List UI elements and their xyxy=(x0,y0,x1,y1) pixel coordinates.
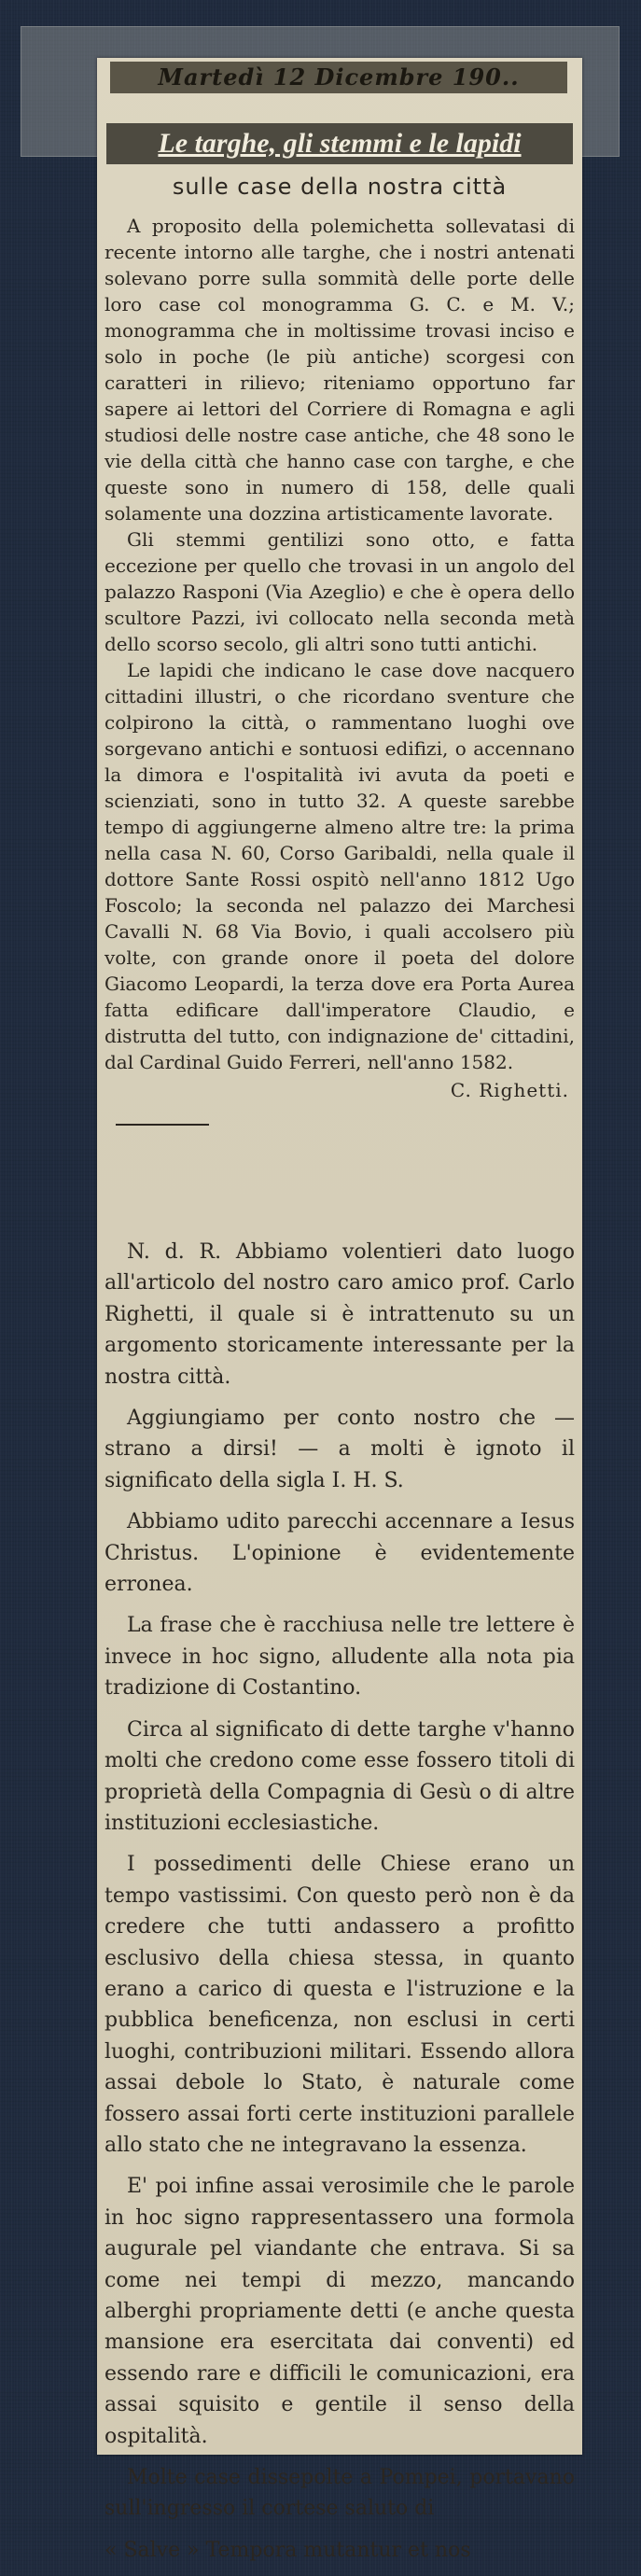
note-paragraph: « Salve » Tempora mutantur et nos xyxy=(105,2538,471,2562)
newspaper-clipping xyxy=(97,58,582,2562)
article-paragraph: A proposito della polemichetta sollevatasi di recente intorno alle targhe, che i nostri antenati solevano porre sulla sommità delle porte delle loro case col monogramma G. C. e M. V.; monogramma che in moltissime trovasi inciso e solo in poche (le più antiche) scorgesi con caratteri in rilievo; riteniamo opportuno far sapere ai lettori del Corriere di Romagna e agli studiosi delle nostre case antiche, che 48 sono le vie della città che hanno case con targhe, e che queste sono in numero di 158, delle quali solamente una dozzina artisticamente lavorate. xyxy=(105,215,575,525)
author-signature: C. Righetti. xyxy=(450,1079,569,1101)
note-paragraph: I possedimenti delle Chiese erano un tempo vastissimi. Con questo però non è da credere che tutti andassero a profitto esclusivo della chiesa stessa, in quanto erano a carico di questa e l'istruzione e la pubblica beneficenza, non esclusi in certi luoghi, contribuzioni militari. Essendo allora assai debole lo Stato, è naturale come fossero assai forti certe instituzioni parallele allo stato che ne integravano la essenza. xyxy=(105,1853,575,2157)
headline: Le targhe, gli stemmi e le lapidi xyxy=(106,123,573,164)
article-paragraph: Le lapidi che indicano le case dove nacquero cittadini illustri, o che ricordano sventure che colpirono la città, o rammentano luoghi ove sorgevano antichi e sontuosi edifizi, o accennano la dimora e l'ospitalità ivi avuta da poeti e scienziati, sono in tutto 32. A queste sarebbe tempo di aggiungerne almeno altre tre: la prima nella casa N. 60, Corso Garibaldi, nella quale il dottore Sante Rossi ospitò nell'anno 1812 Ugo Foscolo; la seconda nel palazzo dei Marchesi Cavalli N. 68 Via Bovio, i quali accolsero più volte, con grande onore il poeta del dolore Giacomo Leopardi, la terza dove era Porta Aurea fatta edificare dall'imperatore Claudio, e distrutta del tutto, con indignazione de' cittadini, dal Cardinal Guido Ferreri, nell'anno 1582. xyxy=(105,659,575,1073)
article-paragraph: Gli stemmi gentilizi sono otto, e fatta eccezione per quello che trovasi in un angolo del palazzo Rasponi (Via Azeglio) e che è opera dello scultore Pazzi, ivi collocato nella seconda metà dello scorso secolo, gli altri sono tutti antichi. xyxy=(105,528,575,655)
note-paragraph: Circa al significato di dette targhe v'hanno molti che credono come esse fossero titoli di proprietà della Compagnia di Gesù o di altre instituzioni ecclesiastiche. xyxy=(105,1717,575,1835)
note-paragraph: N. d. R. Abbiamo volentieri dato luogo all'articolo del nostro caro amico prof. Carlo Righetti, il quale si è intrattenuto su un argomento storicamente interessante per la nostra città. xyxy=(105,1240,575,1389)
note-paragraph: Aggiungiamo per conto nostro che — strano a dirsi! — a molti è ignoto il significato della sigla I. H. S. xyxy=(105,1407,575,1492)
dateline: Martedì 12 Dicembre 190.. xyxy=(110,62,567,93)
editorial-note xyxy=(105,1237,575,2576)
article-body xyxy=(105,213,575,1133)
subheadline: sulle case della nostra città xyxy=(172,174,508,200)
note-paragraph: Abbiamo udito parecchi accennare a Iesus Christus. L'opinione è evidentemente erronea. xyxy=(105,1510,575,1597)
separator-rule xyxy=(116,1124,209,1126)
note-paragraph: La frase che è racchiusa nelle tre lettere è invece in hoc signo, alludente alla nota pia tradizione di Costantino. xyxy=(105,1614,575,1701)
note-paragraph: Molte case dissepolte a Pompei, portavano sull'ingresso il cortese saluto di xyxy=(105,2466,575,2521)
note-paragraph: E' poi infine assai verosimile che le parole in hoc signo rappresentassero una formola augurale pel viandante che entrava. Si sa come nei tempi di mezzo, mancando alberghi propriamente detti (e anche questa mansione era esercitata dai conventi) ed essendo rare e difficili le comunicazioni, era assai squisito e gentile il senso della ospitalità. xyxy=(105,2175,575,2448)
